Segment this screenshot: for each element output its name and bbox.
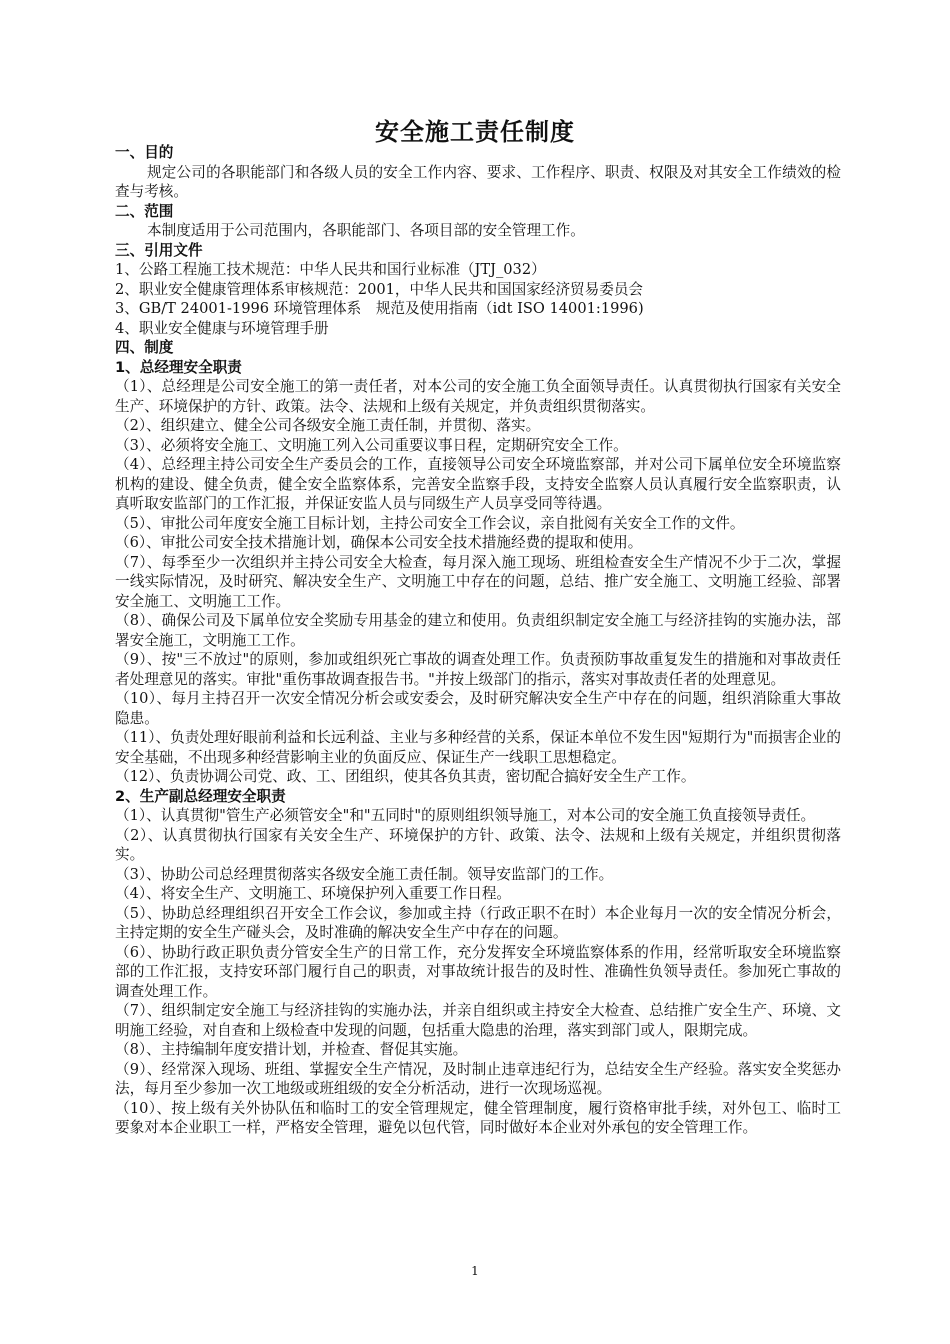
duty-item: （3）、协助公司总经理贯彻落实各级安全施工责任制。领导安监部门的工作。: [115, 865, 614, 883]
duty-item: （8）、确保公司及下属单位安全奖励专用基金的建立和使用。负责组织制定安全施工与经济挂钩的实施办法，部署安全施工，文明施工工作。: [115, 612, 841, 649]
duty-item: （7）、组织制定安全施工与经济挂钩的实施办法，并亲自组织或主持安全大检查、总结推广安全生产、环境、文明施工经验，对自查和上级检查中发现的问题，包括重大隐患的治理，落实到部门或人，限期完成。: [115, 1002, 841, 1039]
duty-item: （5）、协助总经理组织召开安全工作会议，参加或主持（行政正职不在时）本企业每月一次的安全情况分析会，主持定期的安全生产碰头会，及时准确的解决安全生产中存在的问题。: [115, 904, 841, 941]
section-heading-scope: 二、范围: [115, 202, 174, 220]
duty-item: （4）、总经理主持公司安全生产委员会的工作，直接领导公司安全环境监察部，并对公司下属单位安全环境监察机构的建设、健全负责，健全安全监察体系，完善安全监察手段，支持安全监察人员认真履行安全监察职责，认真听取安监部门的工作汇报，并保证安监人员与同级生产人员享受同等待遇。: [115, 456, 841, 512]
section-heading-purpose: 一、目的: [115, 144, 174, 161]
reference-item: 2、职业安全健康管理体系审核规范：2001，中华人民共和国国家经济贸易委员会: [115, 280, 644, 298]
duty-item: （3）、必须将安全施工、文明施工列入公司重要议事日程，定期研究安全工作。: [115, 436, 628, 454]
duty-item: （10）、每月主持召开一次安全情况分析会或安委会，及时研究解决安全生产中存在的问题，组织消除重大事故隐患。: [115, 690, 841, 727]
duty-item: （1）、总经理是公司安全施工的第一责任者，对本公司的安全施工负全面领导责任。认真贯彻执行国家有关安全生产、环境保护的方针、政策。法令、法规和上级有关规定，并负责组织贯彻落实。: [115, 378, 841, 415]
section-heading-references: 三、引用文件: [115, 241, 203, 259]
page-number: 1: [471, 1264, 479, 1278]
duty-item: （6）、审批公司安全技术措施计划，确保本公司安全技术措施经费的提取和使用。: [115, 534, 643, 551]
section-text-purpose: 规定公司的各职能部门和各级人员的安全工作内容、要求、工作程序、职责、权限及对其安全工作绩效的检查与考核。: [115, 163, 841, 200]
reference-item: 4、职业安全健康与环境管理手册: [115, 319, 329, 337]
duty-item: （2）、认真贯彻执行国家有关安全生产、环境保护的方针、政策、法令、法规和上级有关规定，并组织贯彻落实。: [115, 826, 841, 863]
reference-item: 3、GB/T 24001-1996 环境管理体系 规范及使用指南（idt ISO 14001:1996): [115, 300, 644, 317]
duty-item: （2）、组织建立、健全公司各级安全施工责任制，并贯彻、落实。: [115, 417, 541, 434]
duty-item: （11）、负责处理好眼前利益和长远利益、主业与多种经营的关系，保证本单位不发生因"短期行为"而损害企业的安全基础，不出现多种经营影响主业的负面反应、保证生产一线职工思想稳定。: [115, 729, 841, 766]
duty-item: （12）、负责协调公司党、政、工、团组织，使其各负其责，密切配合搞好安全生产工作。: [115, 768, 696, 785]
section-heading-system: 四、制度: [115, 339, 174, 356]
duty-item: （1）、认真贯彻"管生产必须管安全"和"五同时"的原则组织领导施工，对本公司的安全施工负直接领导责任。: [115, 807, 816, 824]
document-body: [115, 143, 841, 1138]
duty-item: （7）、每季至少一次组织并主持公司安全大检查，每月深入施工现场、班组检查安全生产情况不少于二次，掌握一线实际情况，及时研究、解决安全生产、文明施工中存在的问题，总结、推广安全施工、文明施工经验、部署安全施工、文明施工工作。: [115, 553, 841, 610]
section-text-scope: 本制度适用于公司范围内，各职能部门、各项目部的安全管理工作。: [147, 222, 585, 239]
duty-item: （5）、审批公司年度安全施工目标计划，主持公司安全工作会议，亲自批阅有关安全工作的文件。: [115, 514, 745, 532]
duty-item: （4）、将安全生产、文明施工、环境保护列入重要工作日程。: [115, 885, 512, 902]
duty-item: （8）、主持编制年度安措计划，并检查、督促其实施。: [115, 1041, 468, 1058]
duty-item: （6）、协助行政正职负责分管安全生产的日常工作，充分发挥安全环境监察体系的作用，经常听取安全环境监察部的工作汇报，支持安环部门履行自己的职责，对事故统计报告的及时性、准确性负领导责任。参加死亡事故的调查处理工作。: [115, 943, 841, 1000]
duty-item: （10）、按上级有关外协队伍和临时工的安全管理规定，健全管理制度，履行资格审批手续，对外包工、临时工要象对本企业职工一样，严格安全管理，避免以包代管，同时做好本企业对外承包的安全管理工作。: [115, 1099, 841, 1136]
duty-item: （9）、按"三不放过"的原则，参加或组织死亡事故的调查处理工作。负责预防事故重复发生的措施和对事故责任者处理意见的落实。审批"重伤事故调查报告书。"并按上级部门的指示，落实对事故责任者的处理意见。: [115, 651, 841, 688]
subsection-heading-deputy-gm: 2、生产副总经理安全职责: [115, 787, 286, 805]
subsection-heading-gm: 1、总经理安全职责: [115, 358, 242, 376]
document-title: 安全施工责任制度: [375, 117, 575, 146]
reference-item: 1、公路工程施工技术规范：中华人民共和国行业标准（JTJ_032）: [115, 261, 546, 278]
duty-item: （9）、经常深入现场、班组、掌握安全生产情况，及时制止违章违纪行为，总结安全生产经验。落实安全奖惩办法，每月至少参加一次工地级或班组级的安全分析活动，进行一次现场巡视。: [115, 1060, 841, 1097]
